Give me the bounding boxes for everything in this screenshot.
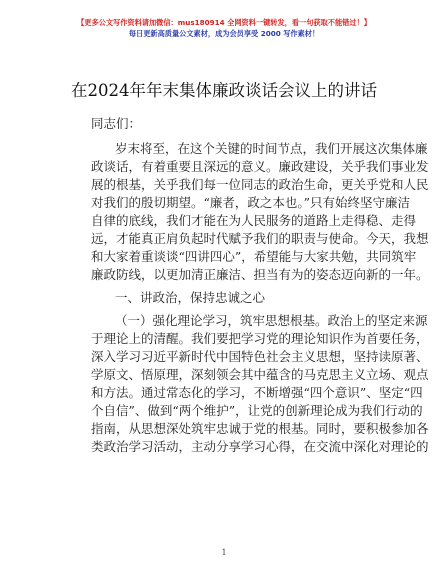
paragraph-line: （一）强化理论学习，筑牢思想根基。政治上的坚定来源 [115,313,428,328]
paragraph-line: 岁末将至，在这个关键的时间节点，我们开展这次集体廉 [115,141,428,156]
paragraph-line: 类政治学习活动，主动分享学习心得，在交流中深化对理论的 [91,439,429,454]
paragraph-line: 廉政防线，以更加清正廉洁、担当有为的姿态迈向新的一年。 [91,267,429,282]
paragraph-line: 自律的底线，我们才能在为人民服务的道路上走得稳、走得 [91,213,417,228]
page-number: 1 [221,548,227,557]
section-heading: 一、讲政治，保持忠诚之心 [115,290,266,305]
paragraph-line: 学原文、悟原理，深刻领会其中蕴含的马克思主义立场、观点 [91,367,429,382]
paragraph-line: 政谈话，有着重要且深远的意义。廉政建设，关乎我们事业发 [91,159,429,174]
paragraph-line: 深入学习习近平新时代中国特色社会主义思想，坚持读原著、 [91,349,429,364]
paragraph-line: 对我们的殷切期望。“廉者，政之本也。”只有始终坚守廉洁 [91,195,411,210]
promo-banner-line-2: 每日更新高质量公文素材，成为会员享受 2000 写作素材！ [128,29,320,38]
paragraph-line: 于理论上的清醒。我们要把学习党的理论知识作为首要任务， [91,331,429,346]
paragraph-line: 展的根基，关乎我们每一位同志的政治生命，更关乎党和人民 [91,177,429,192]
paragraph-line: 和方法。通过常态化的学习，不断增强“四个意识”、坚定“四 [91,385,423,400]
paragraph-line: 指南，从思想深处筑牢忠诚于党的根基。同时，要积极参加各 [91,421,429,436]
paragraph-line: 远，才能真正肩负起时代赋予我们的职责与使命。今天，我想 [91,231,429,246]
salutation: 同志们： [91,116,142,131]
paragraph-line: 个自信”、做到“两个维护”，让党的创新理论成为我们行动的 [91,403,423,418]
document-title: 在2024年年末集体廉政谈话会议上的讲话 [71,81,377,100]
paragraph-line: 和大家着重谈谈“四讲四心”，希望能与大家共勉，共同筑牢 [91,249,417,264]
promo-banner-line-1: 【更多公文写作资料请加微信：mus180914 全网资料一键转发，看一句获取不能错过！】 [77,18,371,27]
